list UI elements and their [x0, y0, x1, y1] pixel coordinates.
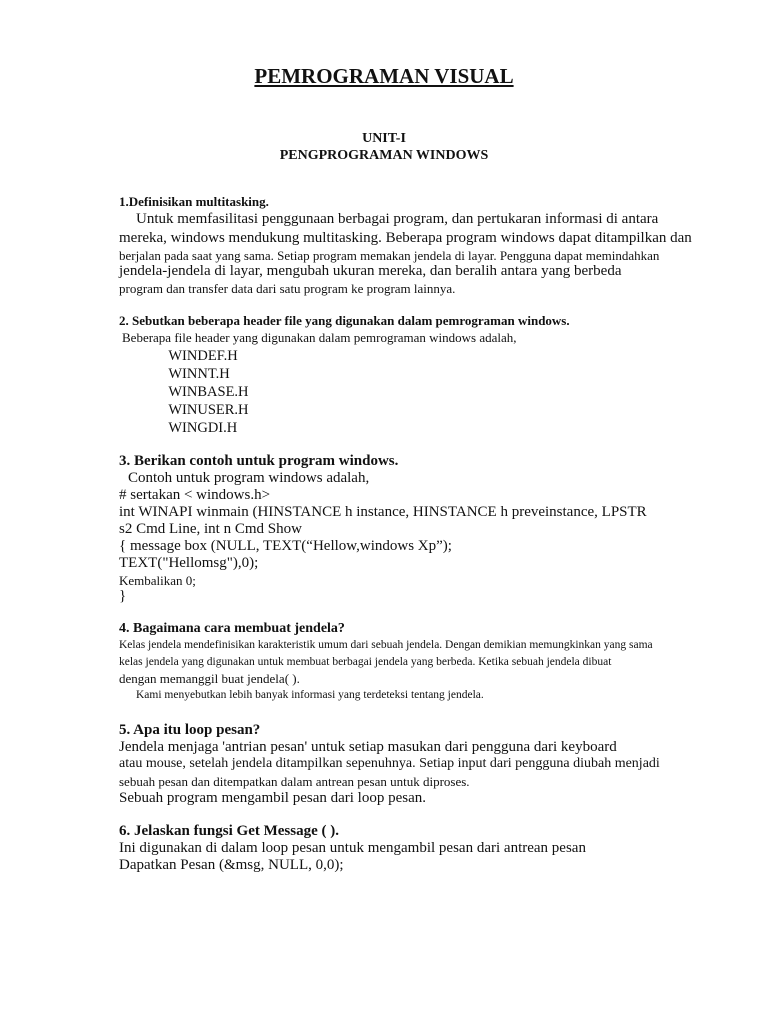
q1-line-2: mereka, windows mendukung multitasking. Beberapa program windows dapat ditampilkan dan	[119, 230, 692, 246]
q3-line-7: Kembalikan 0;	[119, 573, 196, 588]
q1-line-3: berjalan pada saat yang sama. Setiap program memakan jendela di layar. Pengguna dapat memindahkan	[119, 248, 660, 263]
list-item	[155, 348, 238, 365]
q5-line-1: Jendela menjaga 'antrian pesan' untuk setiap masukan dari pengguna dari keyboard	[119, 739, 617, 755]
unit-label: UNIT-I	[362, 131, 406, 146]
list-item	[155, 402, 249, 419]
q3-line-3: int WINAPI winmain (HINSTANCE h instance, HINSTANCE h preveinstance, LPSTR	[119, 504, 647, 520]
q3-line-2: # sertakan < windows.h>	[119, 487, 271, 503]
q3-heading: 3. Berikan contoh untuk program windows.	[119, 453, 399, 469]
q5-line-3: sebuah pesan dan ditempatkan dalam antrean pesan untuk diproses.	[119, 774, 470, 789]
q6-line-2: Dapatkan Pesan (&msg, NULL, 0,0);	[119, 857, 344, 873]
q5-line-2: atau mouse, setelah jendela ditampilkan sepenuhnya. Setiap input dari pengguna diubah menjadi	[119, 756, 660, 771]
q3-line-1: Contoh untuk program windows adalah,	[128, 470, 370, 486]
document-title: PEMROGRAMAN VISUAL	[254, 64, 514, 88]
q2-heading: 2. Sebutkan beberapa header file yang digunakan dalam pemrograman windows.	[119, 313, 570, 328]
q2-intro: Beberapa file header yang digunakan dalam pemrograman windows adalah,	[122, 330, 517, 345]
header-file-name: WINNT.H	[168, 366, 230, 382]
q4-line-1: Kelas jendela mendefinisikan karakteristik umum dari sebuah jendela. Dengan demikian memungkinkan yang sama	[119, 639, 653, 651]
header-file-name: WINBASE.H	[168, 384, 249, 400]
q3-line-4: s2 Cmd Line, int n Cmd Show	[119, 521, 302, 537]
q3-line-6: TEXT("Hellomsg"),0);	[119, 555, 259, 571]
q1-line-4: jendela-jendela di layar, mengubah ukuran mereka, dan beralih antara yang berbeda	[119, 263, 622, 279]
list-item	[155, 366, 230, 383]
list-item	[155, 384, 249, 401]
header-file-name: WINGDI.H	[168, 420, 238, 436]
q4-line-2: kelas jendela yang digunakan untuk membuat berbagai jendela yang berbeda. Ketika sebuah jendela dibuat	[119, 656, 612, 668]
q4-heading: 4. Bagaimana cara membuat jendela?	[119, 621, 345, 636]
q3-line-8: }	[119, 588, 127, 604]
q5-heading: 5. Apa itu loop pesan?	[119, 722, 261, 738]
unit-subtitle: PENGPROGRAMAN WINDOWS	[279, 148, 489, 163]
q1-line-1: Untuk memfasilitasi penggunaan berbagai program, dan pertukaran informasi di antara	[136, 211, 659, 227]
q3-line-5: { message box (NULL, TEXT(“Hellow,windows Xp”);	[119, 538, 452, 554]
q6-heading: 6. Jelaskan fungsi Get Message ( ).	[119, 823, 339, 839]
q4-line-4: Kami menyebutkan lebih banyak informasi yang terdeteksi tentang jendela.	[136, 689, 484, 701]
header-file-name: WINDEF.H	[168, 348, 238, 364]
q5-line-4: Sebuah program mengambil pesan dari loop pesan.	[119, 790, 427, 806]
q4-line-3: dengan memanggil buat jendela( ).	[119, 671, 300, 686]
q1-heading: 1.Definisikan multitasking.	[119, 194, 269, 209]
list-item	[155, 420, 237, 437]
q6-line-1: Ini digunakan di dalam loop pesan untuk mengambil pesan dari antrean pesan	[119, 840, 586, 856]
header-file-name: WINUSER.H	[168, 402, 249, 418]
q1-line-5: program dan transfer data dari satu program ke program lainnya.	[119, 281, 456, 296]
